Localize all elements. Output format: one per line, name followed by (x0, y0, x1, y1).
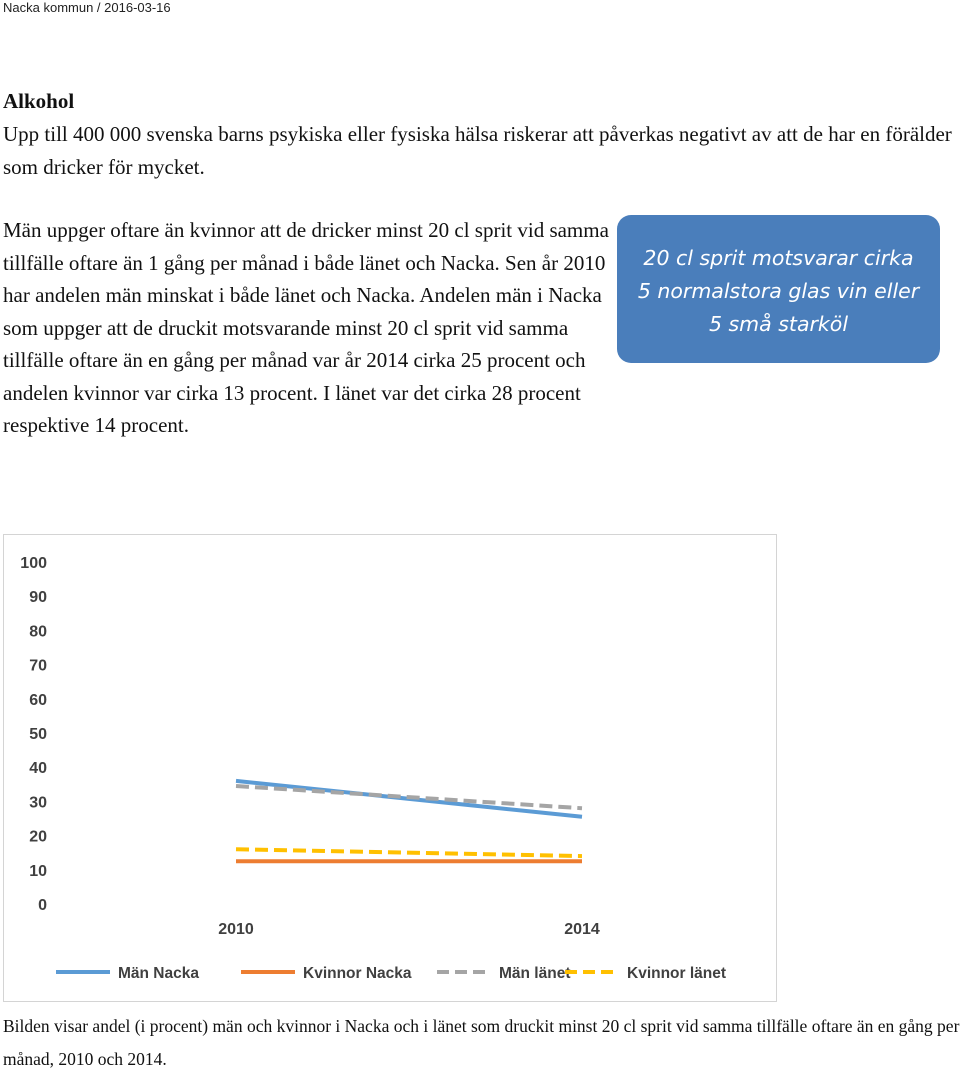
y-tick-label: 90 (29, 589, 47, 607)
series-line (236, 786, 582, 808)
x-tick-label: 2010 (218, 921, 254, 938)
y-tick-label: 30 (29, 794, 47, 812)
y-tick-label: 10 (29, 862, 47, 880)
section-title: Alkohol (3, 89, 75, 113)
legend-label: Kvinnor länet (627, 965, 727, 982)
y-tick-label: 20 (29, 828, 47, 846)
y-tick-label: 100 (20, 555, 47, 572)
info-box-line-2: 5 normalstora glas vin eller (637, 279, 920, 303)
y-tick-label: 40 (29, 760, 47, 778)
legend-label: Män länet (499, 965, 571, 982)
legend-label: Kvinnor Nacka (303, 965, 412, 982)
figure-caption: Bilden visar andel (i procent) män och kvinnor i Nacka och i länet som druckit minst 20 cl sprit vid samma tillfälle oftare än en gång per månad, 2010 och 2014. (3, 1016, 960, 1069)
line-chart (3, 534, 777, 1002)
y-tick-label: 0 (38, 897, 47, 914)
y-tick-label: 60 (29, 691, 47, 709)
legend-label: Män Nacka (118, 965, 199, 982)
chart-canvas (4, 535, 776, 1001)
main-paragraph: Män uppger oftare än kvinnor att de dricker minst 20 cl sprit vid samma tillfälle oftare än 1 gång per månad i både länet och Nacka. Sen år 2010 har andelen män minskat i både länet och Nacka. Andelen män i Nacka som uppger att de druckit motsvarande minst 20 cl sprit vid samma tillfälle oftare än en gång per månad var år 2014 cirka 25 procent och andelen kvinnor var cirka 13 procent. I länet var det cirka 28 procent respektive 14 procent. (3, 218, 609, 437)
info-box (617, 215, 940, 363)
y-tick-label: 50 (29, 726, 47, 743)
info-box-line-3: 5 små starköl (708, 312, 849, 336)
y-tick-label: 70 (29, 657, 47, 675)
document-header: Nacka kommun / 2016-03-16 (3, 0, 171, 15)
series-line (236, 849, 582, 856)
intro-paragraph: Upp till 400 000 svenska barns psykiska eller fysiska hälsa riskerar att påverkas negativt av att de har en förälder som dricker för mycket. (3, 122, 952, 179)
x-tick-label: 2014 (564, 921, 600, 938)
y-tick-label: 80 (29, 623, 47, 641)
info-box-line-1: 20 cl sprit motsvarar cirka (643, 246, 914, 270)
